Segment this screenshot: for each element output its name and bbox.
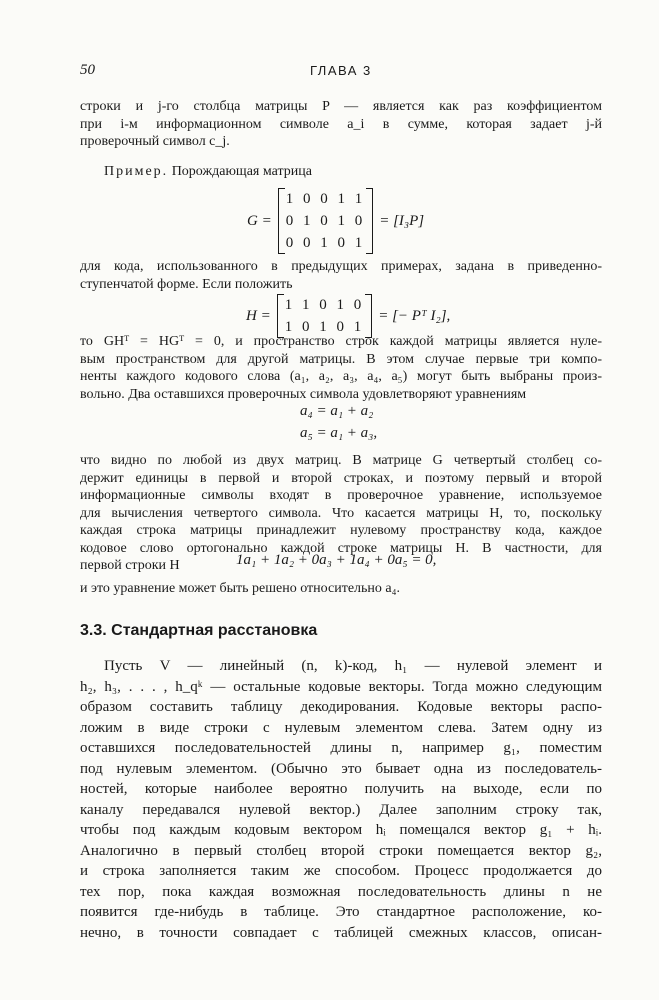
text-line: образом составить таблицу декодирования. Кодовые векторы распо- bbox=[80, 699, 602, 715]
paragraph-6 bbox=[80, 656, 602, 943]
text-line: то GHᵀ = HGᵀ = 0, и пространство строк каждой матрицы является нуле- bbox=[80, 334, 602, 349]
text-line: чтобы под каждым кодовым вектором hᵢ помещался вектор g₁ + hᵢ. bbox=[80, 822, 602, 838]
text-line: Пусть V — линейный (n, k)-код, h₁ — нулевой элемент и bbox=[104, 658, 602, 674]
text-line: для вычисления четвертого символа. Что касается матрицы H, то, поскольку bbox=[80, 505, 602, 521]
text-line: оставшихся последовательностей длины n, например g₁, поместим bbox=[80, 740, 602, 756]
text-line: держит единицы в первой и второй строках, и поэтому первый и второй bbox=[80, 470, 602, 486]
text-line: h₂, h₃, . . . , h_qᵏ — остальные кодовые векторы. Тогда можно следующим bbox=[80, 678, 602, 695]
text-line: и строка заполняется таким же способом. Процесс продолжается до bbox=[80, 863, 602, 879]
matrix-h bbox=[277, 294, 373, 338]
matrix-g bbox=[278, 188, 374, 254]
text-line: вым пространством для другой матрицы. В этом случае первые три компо- bbox=[80, 351, 602, 367]
matrix-row: 0 1 0 1 0 bbox=[285, 213, 366, 229]
text-line: для кода, использованного в предыдущих примерах, задана в приведенно- bbox=[80, 259, 602, 274]
matrix-h-equation bbox=[246, 294, 450, 338]
text-line: ложим в виде строки с нулевым элементом слева. Затем одну из bbox=[80, 719, 602, 736]
text-line: строки и j-го столбца матрицы P — является как раз коэффициентом bbox=[80, 99, 602, 114]
text-line: проверочный символ c_j. bbox=[80, 134, 230, 149]
example-text: Порождающая матрица bbox=[171, 164, 312, 179]
paragraph-3 bbox=[80, 333, 602, 403]
text-line: и это уравнение может быть решено относительно a₄. bbox=[80, 581, 400, 596]
text-line: что видно по любой из двух матриц. В матрице G четвертый столбец со- bbox=[80, 453, 602, 468]
text-line: ступенчатой форме. Если положить bbox=[80, 276, 293, 292]
page-number: 50 bbox=[80, 62, 95, 78]
equation: a₅ = a₁ + a₃, bbox=[300, 425, 378, 441]
text-line: ненты каждого кодового слова (a₁, a₂, a₃, a₄, a₅) могут быть выбраны произ- bbox=[80, 369, 602, 384]
text-line: при i-м информационном символе a_i в сумме, которая задает j-й bbox=[80, 116, 602, 132]
text-line: тех пор, пока каждая возможная последовательность длины n не bbox=[80, 883, 602, 900]
text-line: Аналогично в первый столбец второй строки помещается вектор g₂, bbox=[80, 842, 602, 859]
example-intro bbox=[104, 164, 312, 180]
text-line: под нулевым элементом. (Обычно это бывает одна из последователь- bbox=[80, 760, 602, 777]
page-header bbox=[80, 62, 600, 82]
matrix-g-equation bbox=[247, 188, 424, 254]
section-title: Стандартная расстановка bbox=[111, 622, 318, 639]
matrix-g-rhs: = [I₃P] bbox=[379, 212, 425, 229]
text-line: ностей, которые наиболее вероятно получить на выходе, если по bbox=[80, 781, 602, 797]
section-heading bbox=[80, 622, 317, 640]
text-line: каждая строка матрицы принадлежит нулевому пространству кода, каждое bbox=[80, 523, 602, 538]
matrix-h-rhs: = [− Pᵀ I₂], bbox=[378, 307, 451, 324]
text-line: появится где-нибудь в таблице. Это стандартное расположение, ко- bbox=[80, 904, 602, 920]
paragraph-5 bbox=[80, 580, 602, 598]
text-line: информационные символы входят в проверочное уравнение, используемое bbox=[80, 488, 602, 503]
chapter-title: ГЛАВА 3 bbox=[310, 63, 372, 78]
equation: a₄ = a₁ + a₂ bbox=[300, 403, 374, 419]
matrix-row: 0 0 1 0 1 bbox=[285, 235, 366, 251]
text-line: вольно. Два оставшихся проверочных символа удовлетворяют уравнениям bbox=[80, 386, 527, 402]
section-number: 3.3. bbox=[80, 622, 107, 639]
paragraph-2 bbox=[80, 258, 602, 293]
parity-equations bbox=[300, 400, 377, 444]
matrix-row: 1 1 0 1 0 bbox=[284, 297, 365, 313]
matrix-row: 1 0 0 1 1 bbox=[285, 191, 366, 207]
text-line: первой строки H bbox=[80, 558, 180, 573]
matrix-row: 1 0 1 0 1 bbox=[284, 319, 365, 335]
matrix-g-lhs: G = bbox=[247, 212, 272, 229]
paragraph-1 bbox=[80, 98, 602, 151]
text-line: нечно, в точности совпадает с таблицей смежных классов, описан- bbox=[80, 924, 602, 941]
row-equation: 1a₁ + 1a₂ + 0a₃ + 1a₄ + 0a₅ = 0, bbox=[236, 552, 437, 568]
text-line: кодовое слово ортогонально каждой строке матрицы H. В частности, для bbox=[80, 540, 602, 556]
example-label: Пример. bbox=[104, 164, 169, 179]
text-line: каналу передавался нулевой вектор.) Далее заполним строку так, bbox=[80, 801, 602, 818]
matrix-h-lhs: H = bbox=[246, 307, 271, 324]
